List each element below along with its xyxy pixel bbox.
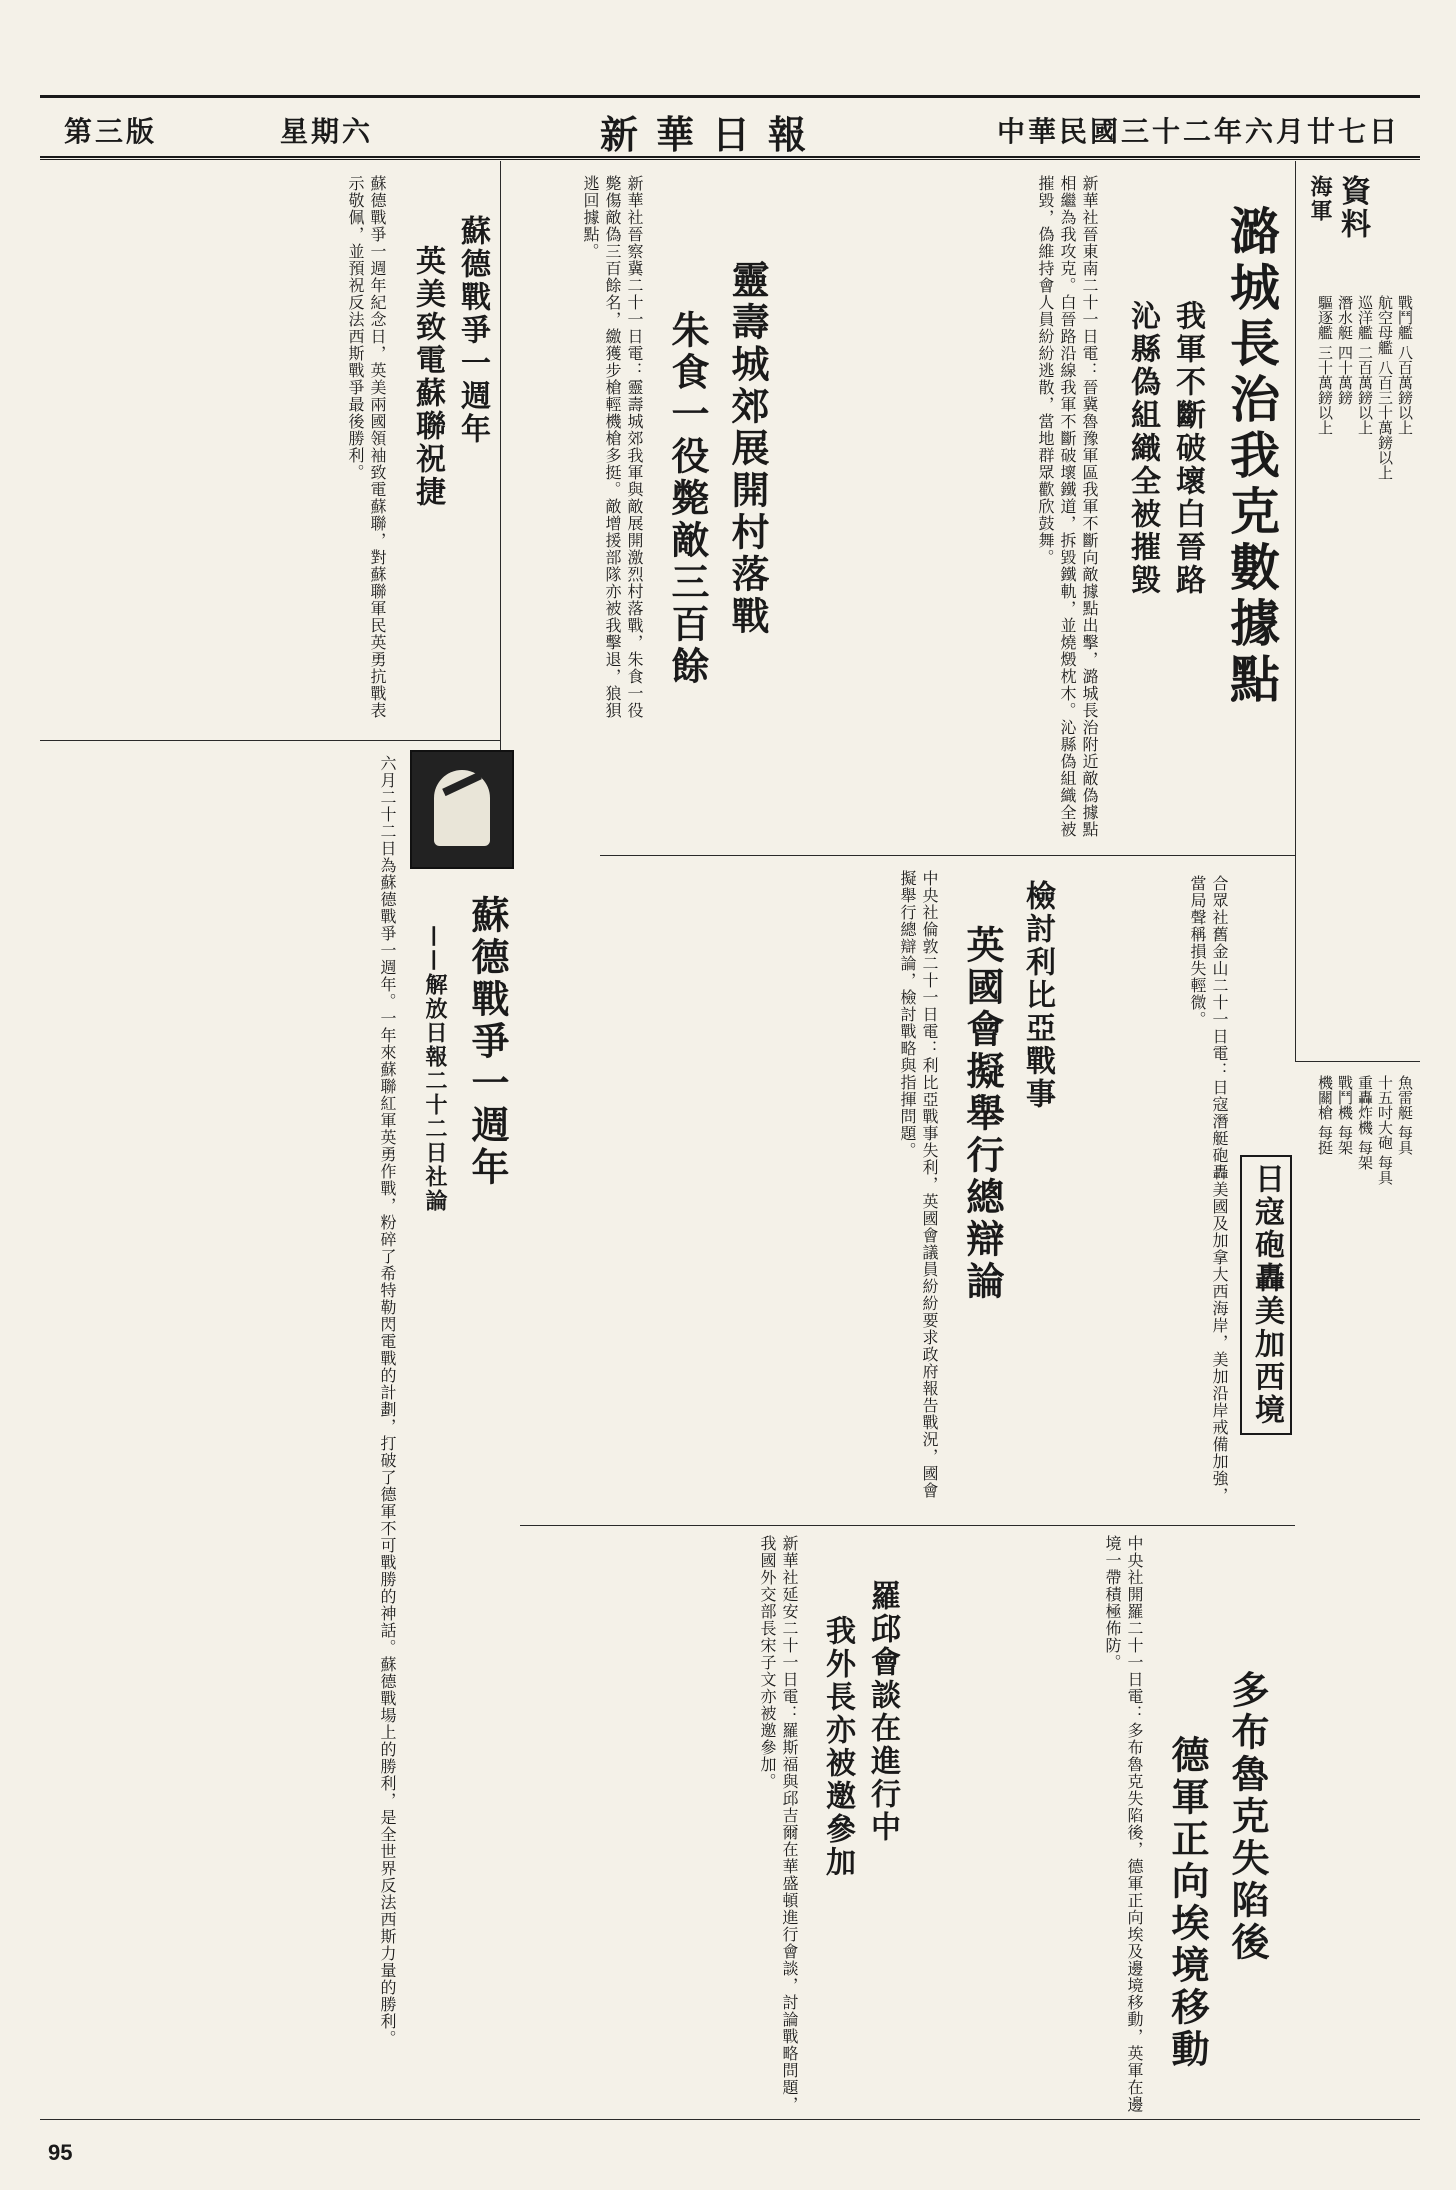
data-table-continued (1315, 1075, 1415, 2105)
article4-subhead: 英國會擬舉行總辯論 (960, 925, 1005, 1303)
article6-subhead: 我外長亦被邀參加 (820, 1615, 855, 1879)
article4-headline: 檢討利比亞戰事 (1020, 880, 1055, 1111)
article1-subhead: 我軍不斷破壞白晉路 (1170, 300, 1205, 597)
data-column-subhead: 海軍 (1307, 175, 1333, 223)
newspaper-page (40, 95, 1420, 2120)
column-rule (500, 161, 501, 761)
column-rule (1295, 161, 1296, 1061)
article7-subhead: 德軍正向埃境移動 (1165, 1735, 1210, 2071)
editorial-headline: 蘇德戰爭一週年 (465, 895, 510, 1189)
article-divider (40, 740, 500, 741)
editorial-body-continued (520, 870, 740, 1490)
article3-body: 蘇德戰爭一週年紀念日，英美兩國領袖致電蘇聯，對蘇聯軍民英勇抗戰表示敬佩，並預祝反法西斯戰爭最後勝利。 (346, 175, 387, 719)
data-row: 重轟炸機 每架 (1356, 1075, 1374, 1170)
data-row: 十五吋大砲 每具 (1376, 1075, 1394, 1185)
article4-body: 中央社倫敦二十一日電：利比亞戰事失利，英國會議員紛紛要求政府報告戰況，國會擬舉行總辯論，檢討戰略與指揮問題。 (898, 870, 939, 1499)
data-row: 航空母艦 八百三十萬鎊以上 (1376, 295, 1394, 480)
article1-subhead: 沁縣偽組織全被摧毀 (1125, 300, 1160, 597)
data-row: 戰鬥機 每架 (1336, 1075, 1354, 1155)
issue-date: 中華民國三十二年六月廿七日 (996, 115, 1400, 148)
article6-body: 新華社延安二十一日電：羅斯福與邱吉爾在華盛頓進行會談，討論戰略問題，我國外交部長宋子文亦被邀參加。 (758, 1535, 799, 2113)
article2-body: 新華社晉察冀二十一日電：靈壽城郊我軍與敵展開激烈村落戰，朱食一役斃傷敵偽三百餘名，繳獲步槍輕機槍多挺。敵增援部隊亦被我擊退，狼狽逃回據點。 (581, 175, 644, 719)
data-row: 魚雷艇 每具 (1396, 1075, 1414, 1155)
data-row: 戰鬥艦 八百萬鎊以上 (1396, 295, 1414, 435)
article5-body: 合眾社舊金山二十一日電：日寇潛艇砲轟美國及加拿大西海岸，美加沿岸戒備加強，當局聲稱損失輕微。 (1188, 875, 1229, 1504)
article2-subhead: 朱食一役斃敵三百餘 (665, 310, 710, 688)
article1-headline: 潞城長治我克數據點 (1222, 205, 1281, 709)
data-row: 機關槍 每挺 (1316, 1075, 1334, 1155)
data-row: 潛水艇 四十萬鎊 (1336, 295, 1354, 405)
article-divider (600, 855, 1295, 856)
data-row: 驅逐艦 三十萬鎊以上 (1316, 295, 1334, 435)
editorial-source: ——解放日報二十二日社論 (422, 925, 448, 1213)
masthead (40, 95, 1420, 158)
article3-headline: 蘇德戰爭一週年 (455, 215, 490, 446)
article6-headline: 羅邱會談在進行中 (865, 1580, 900, 1844)
paper-name: 新華日報 (600, 112, 825, 157)
article3-subhead: 英美致電蘇聯祝捷 (410, 245, 445, 509)
woodcut-illustration (410, 750, 514, 869)
data-divider (1295, 1061, 1420, 1062)
article1-body: 新華社晉東南二十一日電：晉冀魯豫軍區我軍不斷向敵據點出擊，潞城長治附近敵偽據點相繼為我攻克。白晉路沿線我軍不斷破壞鐵道，拆毀鐵軌，並燒燬枕木。沁縣偽組織全被摧毀，偽維持會人員紛紛逃散，當地群眾歡欣鼓舞。 (1036, 175, 1099, 838)
data-row: 巡洋艦 二百萬鎊以上 (1356, 295, 1374, 435)
editorial-body: 六月二十二日為蘇德戰爭一週年。一年來蘇聯紅軍英勇作戰，粉碎了希特勒閃電戰的計劃，打破了德軍不可戰勝的神話。蘇德戰場上的勝利，是全世界反法西斯力量的勝利。 (378, 755, 397, 2047)
article7-body: 中央社開羅二十一日電：多布魯克失陷後，德軍正向埃及邊境移動，英軍在邊境一帶積極佈防。 (1103, 1535, 1144, 2113)
article7-headline: 多布魯克失陷後 (1225, 1670, 1270, 1964)
article5-headline: 日寇砲轟美加西境 (1240, 1155, 1292, 1435)
data-column-title: 資料 (1335, 175, 1370, 241)
article2-headline: 靈壽城郊展開村落戰 (725, 260, 770, 638)
data-table (1315, 295, 1415, 1055)
weekday: 星期六 (280, 115, 374, 148)
bottom-rule (40, 2119, 1420, 2120)
masthead-rule (40, 159, 1420, 160)
page-folio: 95 (48, 2140, 73, 2165)
article-divider (520, 1525, 1295, 1526)
edition-number: 第三版 (64, 115, 158, 148)
